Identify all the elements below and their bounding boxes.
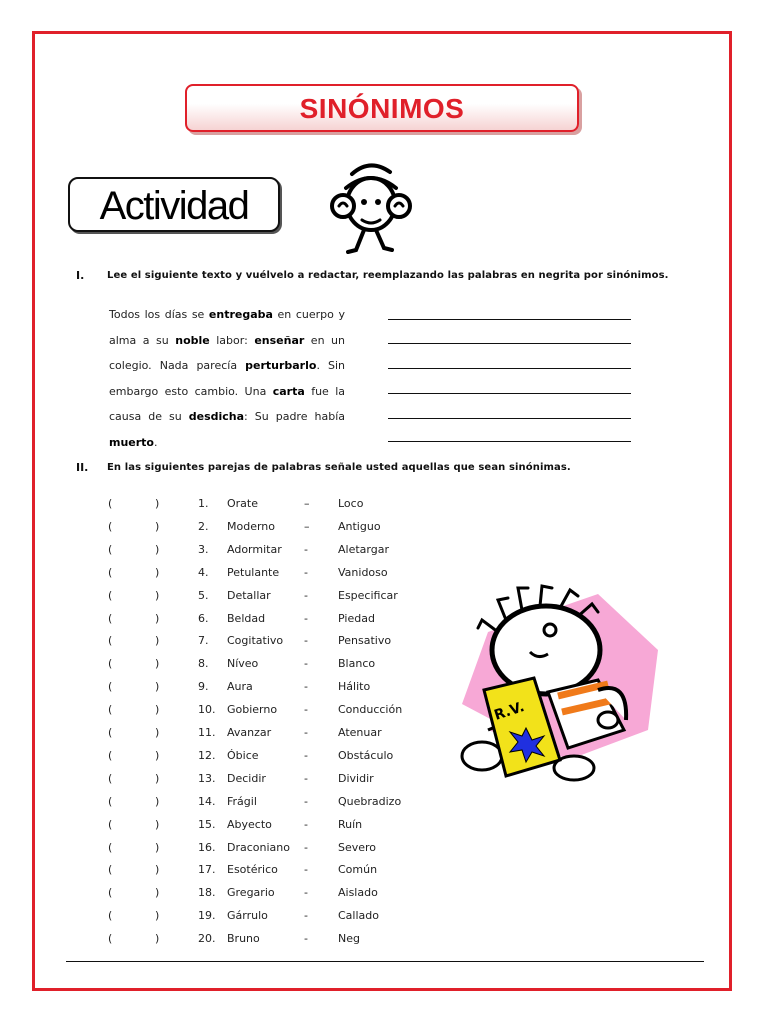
pair-word-b: Blanco <box>338 657 376 671</box>
pair-number: 11. <box>198 726 216 739</box>
pair-separator: - <box>304 771 308 785</box>
pair-number: 19. <box>198 909 216 923</box>
paragraph-text: Todos los días se <box>109 308 209 321</box>
title-banner <box>185 84 579 132</box>
paragraph-text: . Sin embargo esto cambio. Una <box>109 359 345 398</box>
answer-paren-open[interactable]: ( <box>108 863 113 877</box>
bottom-rule <box>66 961 704 962</box>
paragraph-text: labor: <box>209 333 255 347</box>
pair-number: 16. <box>198 840 216 854</box>
pair-word-a: Moderno <box>227 519 276 533</box>
pair-word-a: Draconiano <box>227 840 290 854</box>
pair-word-b: Dividir <box>338 771 374 785</box>
pair-word-b: Vanidoso <box>338 565 388 579</box>
pair-word-b: Aislado <box>338 886 378 900</box>
answer-paren-open[interactable]: ( <box>108 840 113 854</box>
answer-paren-open[interactable]: ( <box>108 817 113 831</box>
pair-word-b: Especificar <box>338 588 398 602</box>
pair-separator: - <box>304 565 308 579</box>
section1-instruction: Lee el siguiente texto y vuélvelo a redactar, reemplazando las palabras en negrita por sinónimos. <box>107 270 669 281</box>
answer-paren-close[interactable]: ) <box>155 680 160 694</box>
paragraph-text: en cuerpo y alma a su <box>109 308 345 347</box>
answer-paren-open[interactable]: ( <box>108 794 113 808</box>
pair-number: 10. <box>198 703 216 717</box>
answer-paren-close[interactable]: ) <box>155 519 160 533</box>
pair-word-a: Frágil <box>227 794 257 808</box>
answer-paren-open[interactable]: ( <box>108 680 113 694</box>
pair-number: 9. <box>198 680 209 694</box>
answer-paren-close[interactable]: ) <box>155 588 160 602</box>
answer-paren-close[interactable]: ) <box>155 771 160 785</box>
pair-separator: - <box>304 703 308 717</box>
pair-word-b: Aletargar <box>338 542 389 556</box>
bold-word: carta <box>272 384 305 398</box>
pair-word-a: Esotérico <box>227 863 278 877</box>
pair-separator: - <box>304 748 308 762</box>
answer-paren-close[interactable]: ) <box>155 657 160 671</box>
pair-word-b: Ruín <box>338 817 363 831</box>
answer-paren-open[interactable]: ( <box>108 932 113 946</box>
answer-paren-close[interactable]: ) <box>155 817 160 831</box>
pair-number: 18. <box>198 886 216 900</box>
activity-box <box>68 177 280 232</box>
reading-paragraph <box>109 302 345 455</box>
pair-number: 7. <box>198 634 209 648</box>
pair-separator: - <box>304 588 308 602</box>
pair-word-a: Orate <box>227 497 259 510</box>
pair-word-a: Níveo <box>227 657 259 671</box>
pair-word-b: Atenuar <box>338 726 382 739</box>
answer-paren-open[interactable]: ( <box>108 771 113 785</box>
bold-word: perturbarlo <box>245 359 317 372</box>
pair-word-b: Severo <box>338 840 377 854</box>
boy-reading-book-icon <box>448 580 663 790</box>
pair-word-a: Gárrulo <box>227 909 268 923</box>
answer-paren-open[interactable]: ( <box>108 703 113 717</box>
pair-word-b: Callado <box>338 909 379 923</box>
paragraph-text: . <box>154 435 158 449</box>
pair-number: 17. <box>198 863 216 877</box>
answer-paren-open[interactable]: ( <box>108 542 113 556</box>
answer-paren-close[interactable]: ) <box>155 863 160 877</box>
pair-word-b: Conducción <box>338 703 403 717</box>
bold-word: entregaba <box>208 308 273 321</box>
bold-word: desdicha <box>188 410 245 423</box>
answer-paren-open[interactable]: ( <box>108 748 113 762</box>
answer-paren-close[interactable]: ) <box>155 497 160 510</box>
pair-word-b: Quebradizo <box>338 794 402 808</box>
pair-word-a: Petulante <box>227 565 280 579</box>
pair-separator: - <box>304 817 308 831</box>
pair-word-b: Hálito <box>338 680 371 694</box>
pair-word-b: Loco <box>338 497 364 510</box>
pair-word-a: Óbice <box>227 748 259 762</box>
pair-number: 8. <box>198 657 209 671</box>
answer-paren-close[interactable]: ) <box>155 886 160 900</box>
bold-word: muerto <box>109 435 154 449</box>
pair-separator: - <box>304 657 308 671</box>
answer-paren-open[interactable]: ( <box>108 611 113 625</box>
pair-word-a: Adormitar <box>227 542 282 556</box>
pair-separator: - <box>304 611 308 625</box>
answer-paren-close[interactable]: ) <box>155 794 160 808</box>
answer-paren-open[interactable]: ( <box>108 497 113 510</box>
answer-line-5[interactable] <box>388 418 631 419</box>
pair-word-a: Bruno <box>227 932 260 946</box>
section1-numeral: I. <box>76 269 85 282</box>
section2-instruction: En las siguientes parejas de palabras señale usted aquellas que sean sinónimas. <box>107 462 571 473</box>
pair-word-a: Aura <box>227 680 253 694</box>
answer-paren-close[interactable]: ) <box>155 909 160 923</box>
pair-separator: - <box>304 726 308 739</box>
pair-separator: - <box>304 932 308 946</box>
answer-line-2[interactable] <box>388 343 631 344</box>
answer-paren-close[interactable]: ) <box>155 634 160 648</box>
answer-paren-close[interactable]: ) <box>155 748 160 762</box>
pair-number: 3. <box>198 542 209 556</box>
answer-line-3[interactable] <box>388 368 631 369</box>
pair-number: 5. <box>198 588 209 602</box>
answer-paren-close[interactable]: ) <box>155 565 160 579</box>
answer-line-6[interactable] <box>388 441 631 442</box>
pair-number: 13. <box>198 771 216 785</box>
answer-paren-open[interactable]: ( <box>108 657 113 671</box>
pair-separator: - <box>304 794 308 808</box>
pair-word-a: Abyecto <box>227 817 272 831</box>
pair-number: 14. <box>198 794 216 808</box>
answer-paren-close[interactable]: ) <box>155 840 160 854</box>
pair-word-a: Gobierno <box>227 703 278 717</box>
pair-word-a: Avanzar <box>227 726 272 739</box>
pair-word-a: Gregario <box>227 886 275 900</box>
bold-word: enseñar <box>254 333 305 347</box>
pair-number: 12. <box>198 748 216 762</box>
pair-separator: - <box>304 909 308 923</box>
section2-numeral: II. <box>76 461 89 474</box>
page-title: SINÓNIMOS <box>299 93 465 124</box>
pair-separator: – <box>304 519 310 533</box>
answer-paren-close[interactable]: ) <box>155 703 160 717</box>
answer-paren-close[interactable]: ) <box>155 542 160 556</box>
pair-word-a: Decidir <box>227 771 266 785</box>
answer-paren-close[interactable]: ) <box>155 932 160 946</box>
answer-paren-open[interactable]: ( <box>108 588 113 602</box>
paragraph-text: fue la causa de su <box>109 384 346 423</box>
pair-word-a: Detallar <box>227 588 271 602</box>
pair-separator: - <box>304 886 308 900</box>
pair-separator: - <box>304 863 308 877</box>
pair-number: 20. <box>198 932 216 946</box>
pair-number: 2. <box>198 519 209 533</box>
pair-separator: - <box>304 634 308 648</box>
pair-separator: – <box>304 497 310 510</box>
boy-headphones-icon <box>326 160 416 260</box>
pair-word-b: Neg <box>338 932 360 946</box>
answer-paren-open[interactable]: ( <box>108 726 113 739</box>
pair-word-b: Pensativo <box>338 634 392 648</box>
answer-paren-open[interactable]: ( <box>108 565 113 579</box>
answer-line-4[interactable] <box>388 393 631 394</box>
pair-number: 4. <box>198 565 209 579</box>
book-label: R.V. <box>492 699 527 724</box>
answer-line-1[interactable] <box>388 319 631 320</box>
answer-paren-open[interactable]: ( <box>108 886 113 900</box>
pair-word-a: Beldad <box>227 611 266 625</box>
pair-separator: - <box>304 680 308 694</box>
pair-separator: - <box>304 840 308 854</box>
pair-number: 1. <box>198 497 209 510</box>
answer-paren-open[interactable]: ( <box>108 519 113 533</box>
pair-word-b: Piedad <box>338 611 375 625</box>
pair-number: 15. <box>198 817 216 831</box>
pair-separator: - <box>304 542 308 556</box>
pair-word-a: Cogitativo <box>227 634 284 648</box>
pair-word-b: Común <box>338 863 378 877</box>
answer-paren-close[interactable]: ) <box>155 726 160 739</box>
pair-number: 6. <box>198 611 209 625</box>
paragraph-text: : Su padre había <box>244 410 345 423</box>
paragraph-text: en un colegio. Nada parecía <box>109 333 345 372</box>
activity-label: Actividad <box>99 184 249 228</box>
answer-paren-open[interactable]: ( <box>108 634 113 648</box>
pair-word-b: Antiguo <box>338 519 381 533</box>
bold-word: noble <box>175 333 210 347</box>
answer-paren-close[interactable]: ) <box>155 611 160 625</box>
answer-paren-open[interactable]: ( <box>108 909 113 923</box>
pair-word-b: Obstáculo <box>338 748 394 762</box>
